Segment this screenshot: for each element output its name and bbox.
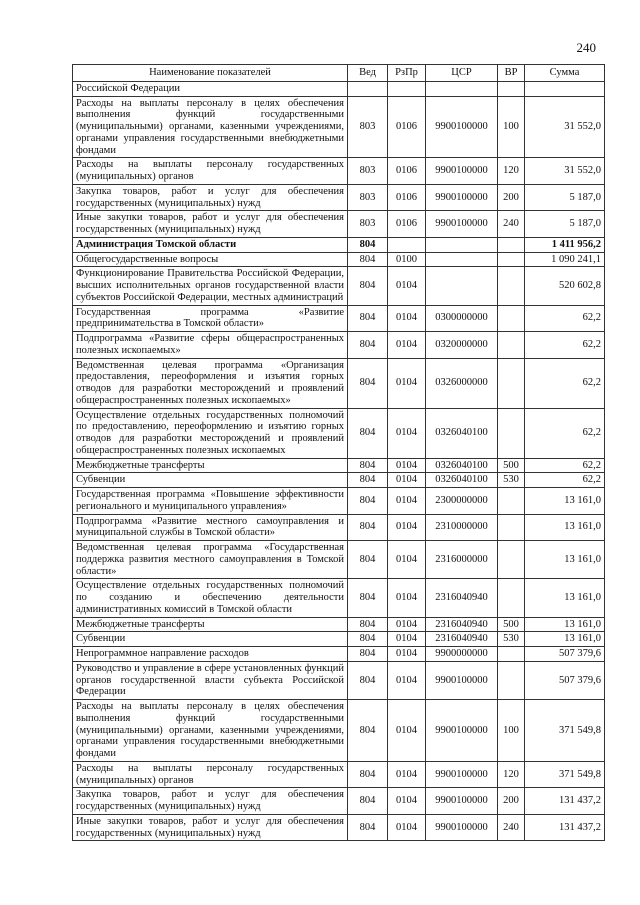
cell-rzpr: 0104 (388, 761, 426, 788)
cell-ved: 804 (348, 358, 388, 408)
table-row (73, 579, 605, 617)
cell-rzpr: 0104 (388, 647, 426, 662)
cell-vr (498, 358, 525, 408)
cell-sum: 5 187,0 (525, 184, 605, 211)
table-row (73, 358, 605, 408)
cell-ved: 803 (348, 211, 388, 238)
cell-name: Субвенции (73, 473, 348, 488)
table-row (73, 814, 605, 841)
header-vr: ВР (498, 65, 525, 82)
cell-csr: 2310000000 (426, 514, 498, 541)
table-row (73, 96, 605, 158)
cell-csr: 9900100000 (426, 211, 498, 238)
table-row (73, 305, 605, 332)
table-row (73, 647, 605, 662)
table-row (73, 473, 605, 488)
cell-sum: 62,2 (525, 458, 605, 473)
header-rzpr: РзПр (388, 65, 426, 82)
cell-ved: 803 (348, 184, 388, 211)
cell-name: Подпрограмма «Развитие местного самоуправления и муниципальной службы в Томской области» (73, 514, 348, 541)
cell-ved: 804 (348, 408, 388, 458)
cell-vr: 120 (498, 158, 525, 185)
cell-vr (498, 541, 525, 579)
table-header-row (73, 65, 605, 82)
cell-vr (498, 267, 525, 305)
cell-vr (498, 252, 525, 267)
cell-vr: 240 (498, 211, 525, 238)
cell-sum: 131 437,2 (525, 814, 605, 841)
cell-sum (525, 81, 605, 96)
cell-name: Осуществление отдельных государственных полномочий по предоставлению, переоформлению и изъятию горных отводов для разработки месторождений и проявлений общераспространенных полезных ископаемых (73, 408, 348, 458)
cell-rzpr: 0104 (388, 488, 426, 515)
cell-sum: 520 602,8 (525, 267, 605, 305)
cell-rzpr: 0106 (388, 211, 426, 238)
cell-rzpr: 0104 (388, 514, 426, 541)
cell-name: Непрограммное направление расходов (73, 647, 348, 662)
cell-rzpr: 0104 (388, 408, 426, 458)
cell-csr: 9900100000 (426, 761, 498, 788)
cell-sum: 131 437,2 (525, 788, 605, 815)
cell-csr: 2300000000 (426, 488, 498, 515)
cell-sum: 62,2 (525, 332, 605, 359)
cell-rzpr: 0106 (388, 96, 426, 158)
cell-ved: 804 (348, 473, 388, 488)
cell-csr: 0326040100 (426, 458, 498, 473)
cell-sum: 13 161,0 (525, 579, 605, 617)
table-row (73, 332, 605, 359)
cell-sum: 13 161,0 (525, 541, 605, 579)
cell-ved: 803 (348, 158, 388, 185)
cell-name: Субвенции (73, 632, 348, 647)
cell-ved: 804 (348, 267, 388, 305)
table-row (73, 788, 605, 815)
cell-ved: 804 (348, 617, 388, 632)
cell-name: Расходы на выплаты персоналу государственных (муниципальных) органов (73, 761, 348, 788)
cell-vr (498, 237, 525, 252)
cell-ved: 804 (348, 647, 388, 662)
cell-vr: 200 (498, 788, 525, 815)
cell-name: Функционирование Правительства Российской Федерации, высших исполнительных органов государственной власти субъектов Российской Федерации, местных администраций (73, 267, 348, 305)
cell-sum: 1 090 241,1 (525, 252, 605, 267)
cell-name: Межбюджетные трансферты (73, 617, 348, 632)
cell-csr: 9900100000 (426, 184, 498, 211)
cell-sum: 5 187,0 (525, 211, 605, 238)
cell-name: Ведомственная целевая программа «Государственная поддержка развития местного самоуправления в Томской области» (73, 541, 348, 579)
cell-sum: 31 552,0 (525, 158, 605, 185)
cell-name: Межбюджетные трансферты (73, 458, 348, 473)
cell-name: Закупка товаров, работ и услуг для обеспечения государственных (муниципальных) нужд (73, 184, 348, 211)
cell-name: Осуществление отдельных государственных полномочий по созданию и обеспечению деятельности административных комиссий в Томской области (73, 579, 348, 617)
cell-rzpr: 0104 (388, 788, 426, 815)
cell-vr: 240 (498, 814, 525, 841)
cell-rzpr: 0104 (388, 700, 426, 762)
cell-sum: 13 161,0 (525, 514, 605, 541)
cell-sum: 371 549,8 (525, 761, 605, 788)
cell-csr (426, 237, 498, 252)
table-row (73, 184, 605, 211)
cell-vr (498, 579, 525, 617)
table-row (73, 237, 605, 252)
cell-ved: 804 (348, 237, 388, 252)
cell-csr: 0326040100 (426, 473, 498, 488)
cell-ved: 804 (348, 814, 388, 841)
cell-vr: 500 (498, 617, 525, 632)
cell-csr: 9900100000 (426, 96, 498, 158)
cell-vr (498, 647, 525, 662)
cell-csr (426, 81, 498, 96)
cell-vr (498, 488, 525, 515)
cell-rzpr: 0104 (388, 579, 426, 617)
cell-sum: 371 549,8 (525, 700, 605, 762)
cell-ved: 804 (348, 252, 388, 267)
cell-ved: 804 (348, 332, 388, 359)
cell-ved: 804 (348, 579, 388, 617)
cell-csr: 9900100000 (426, 700, 498, 762)
cell-csr: 2316040940 (426, 617, 498, 632)
cell-csr: 0326000000 (426, 358, 498, 408)
table-row (73, 661, 605, 699)
cell-vr: 200 (498, 184, 525, 211)
table-row (73, 617, 605, 632)
header-name: Наименование показателей (73, 65, 348, 82)
cell-rzpr: 0104 (388, 632, 426, 647)
cell-sum: 1 411 956,2 (525, 237, 605, 252)
cell-sum: 13 161,0 (525, 617, 605, 632)
cell-rzpr: 0104 (388, 332, 426, 359)
cell-name: Иные закупки товаров, работ и услуг для обеспечения государственных (муниципальных) нужд (73, 211, 348, 238)
header-sum: Сумма (525, 65, 605, 82)
cell-sum: 62,2 (525, 358, 605, 408)
table-row (73, 514, 605, 541)
cell-vr (498, 661, 525, 699)
cell-vr: 530 (498, 632, 525, 647)
cell-name: Подпрограмма «Развитие сферы общераспространенных полезных ископаемых» (73, 332, 348, 359)
cell-ved: 804 (348, 514, 388, 541)
cell-ved: 804 (348, 541, 388, 579)
cell-csr: 9900100000 (426, 661, 498, 699)
cell-sum: 507 379,6 (525, 661, 605, 699)
cell-vr (498, 408, 525, 458)
cell-rzpr (388, 237, 426, 252)
cell-csr: 9900100000 (426, 788, 498, 815)
cell-ved: 804 (348, 632, 388, 647)
cell-ved (348, 81, 388, 96)
table-row (73, 158, 605, 185)
cell-ved: 803 (348, 96, 388, 158)
cell-rzpr: 0104 (388, 661, 426, 699)
cell-name: Государственная программа «Повышение эффективности регионального и муниципального управления» (73, 488, 348, 515)
cell-sum: 13 161,0 (525, 632, 605, 647)
cell-ved: 804 (348, 788, 388, 815)
table-row (73, 252, 605, 267)
cell-name: Расходы на выплаты персоналу государственных (муниципальных) органов (73, 158, 348, 185)
table-row (73, 700, 605, 762)
cell-rzpr: 0104 (388, 305, 426, 332)
cell-vr (498, 305, 525, 332)
cell-rzpr: 0104 (388, 267, 426, 305)
cell-sum: 13 161,0 (525, 488, 605, 515)
cell-name: Закупка товаров, работ и услуг для обеспечения государственных (муниципальных) нужд (73, 788, 348, 815)
cell-csr (426, 267, 498, 305)
cell-name: Общегосударственные вопросы (73, 252, 348, 267)
cell-sum: 507 379,6 (525, 647, 605, 662)
header-csr: ЦСР (426, 65, 498, 82)
cell-name: Администрация Томской области (73, 237, 348, 252)
cell-csr (426, 252, 498, 267)
cell-rzpr: 0104 (388, 814, 426, 841)
table-row (73, 267, 605, 305)
table-row (73, 541, 605, 579)
cell-ved: 804 (348, 305, 388, 332)
cell-name: Ведомственная целевая программа «Организация предоставления, переоформления и изъятия горных отводов для разработки месторождений и проявлений общераспространенных полезных ископаемых» (73, 358, 348, 408)
header-ved: Вед (348, 65, 388, 82)
cell-name: Иные закупки товаров, работ и услуг для обеспечения государственных (муниципальных) нужд (73, 814, 348, 841)
cell-ved: 804 (348, 661, 388, 699)
cell-vr: 100 (498, 700, 525, 762)
cell-csr: 2316040940 (426, 579, 498, 617)
table-row (73, 408, 605, 458)
table-row (73, 211, 605, 238)
cell-name: Расходы на выплаты персоналу в целях обеспечения выполнения функций государственными (муниципальными) органами, казенными учреждениями, органами управления государственными внебюджетными фондами (73, 700, 348, 762)
cell-vr (498, 81, 525, 96)
cell-rzpr (388, 81, 426, 96)
table-row (73, 632, 605, 647)
cell-vr: 530 (498, 473, 525, 488)
table-body (73, 81, 605, 841)
cell-rzpr: 0104 (388, 541, 426, 579)
cell-rzpr: 0106 (388, 158, 426, 185)
cell-vr: 100 (498, 96, 525, 158)
page-number: 240 (576, 40, 596, 55)
cell-name: Расходы на выплаты персоналу в целях обеспечения выполнения функций государственными (муниципальными) органами, казенными учреждениями, органами управления государственными внебюджетными фондами (73, 96, 348, 158)
cell-csr: 2316000000 (426, 541, 498, 579)
table-row (73, 488, 605, 515)
cell-vr: 120 (498, 761, 525, 788)
cell-vr (498, 514, 525, 541)
cell-csr: 2316040940 (426, 632, 498, 647)
cell-rzpr: 0104 (388, 458, 426, 473)
cell-csr: 0326040100 (426, 408, 498, 458)
table-row (73, 81, 605, 96)
cell-sum: 62,2 (525, 473, 605, 488)
cell-csr: 9900000000 (426, 647, 498, 662)
cell-csr: 0320000000 (426, 332, 498, 359)
cell-csr: 9900100000 (426, 158, 498, 185)
cell-rzpr: 0106 (388, 184, 426, 211)
cell-ved: 804 (348, 488, 388, 515)
cell-rzpr: 0104 (388, 617, 426, 632)
cell-rzpr: 0104 (388, 473, 426, 488)
table-row (73, 761, 605, 788)
cell-vr (498, 332, 525, 359)
cell-ved: 804 (348, 458, 388, 473)
cell-sum: 62,2 (525, 408, 605, 458)
cell-csr: 9900100000 (426, 814, 498, 841)
table-row (73, 458, 605, 473)
cell-rzpr: 0100 (388, 252, 426, 267)
cell-ved: 804 (348, 761, 388, 788)
cell-name: Российской Федерации (73, 81, 348, 96)
cell-vr: 500 (498, 458, 525, 473)
budget-table (72, 64, 605, 841)
cell-sum: 31 552,0 (525, 96, 605, 158)
cell-name: Руководство и управление в сфере установленных функций органов государственной власти субъекта Российской Федерации (73, 661, 348, 699)
cell-name: Государственная программа «Развитие предпринимательства в Томской области» (73, 305, 348, 332)
cell-sum: 62,2 (525, 305, 605, 332)
cell-rzpr: 0104 (388, 358, 426, 408)
cell-ved: 804 (348, 700, 388, 762)
cell-csr: 0300000000 (426, 305, 498, 332)
